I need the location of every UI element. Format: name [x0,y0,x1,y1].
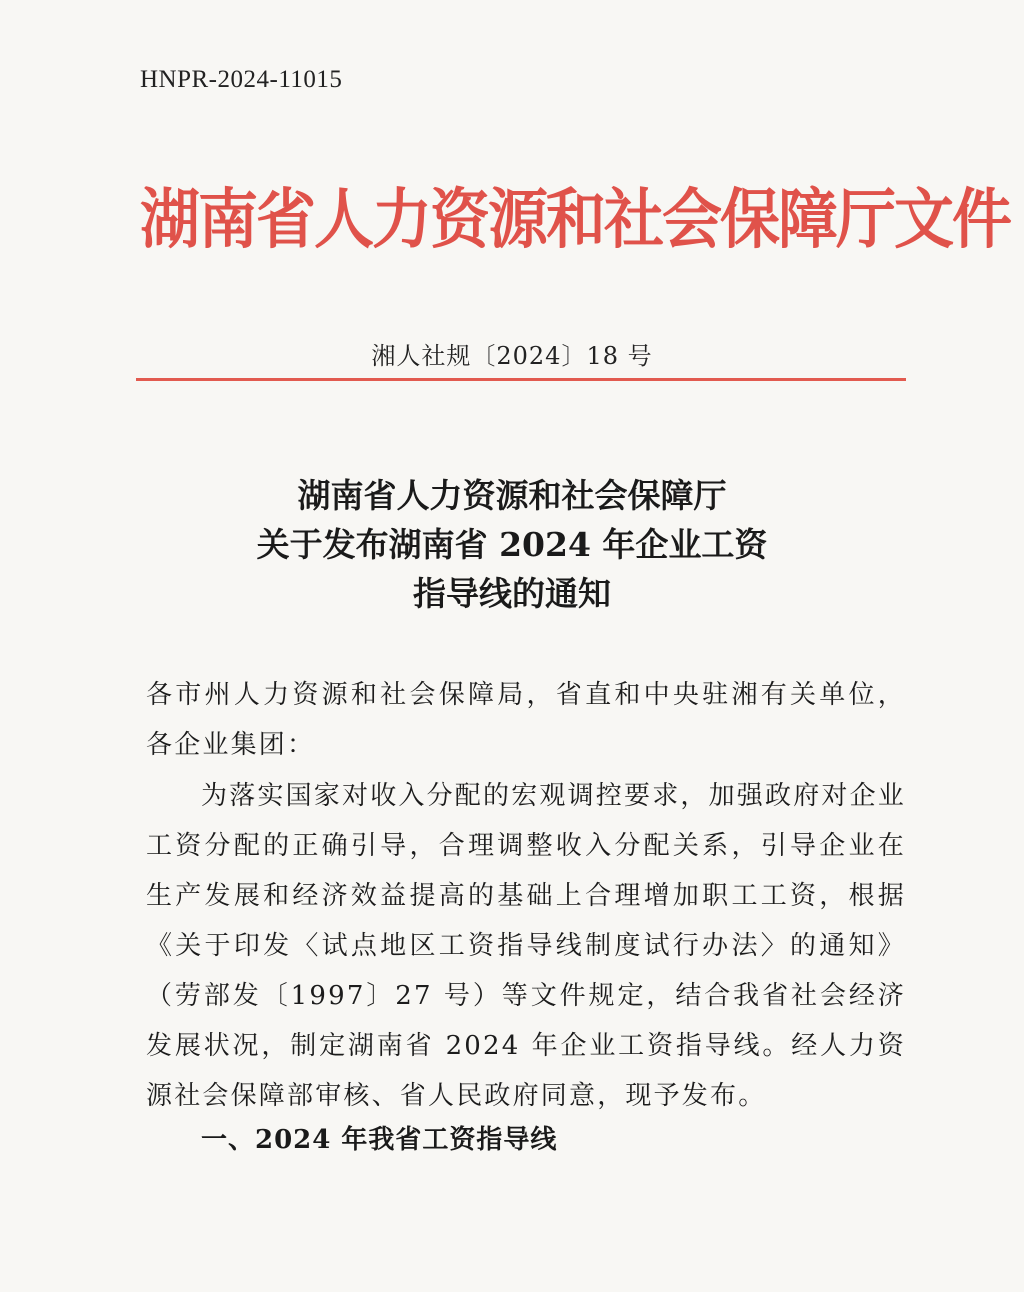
notice-title-line-1: 湖南省人力资源和社会保障厅 [297,476,727,515]
red-divider-line [136,378,906,381]
body-paragraph: 为落实国家对收入分配的宏观调控要求，加强政府对企业工资分配的正确引导，合理调整收入分配关系，引导企业在生产发展和经济效益提高的基础上合理增加职工工资，根据《关于印发〈试点地区工资指导线制度试行办法〉的通知》（劳部发〔1997〕27 号）等文件规定，结合我省社会经济发展状况，制定湖南省 2024 年企业工资指导线。经人力资源社会保障部审核、省人民政府同意，现予发布。 [146,781,907,1111]
document-id: HNPR-2024-11015 [140,66,343,93]
notice-title-line-3: 指导线的通知 [413,574,611,613]
section-heading: 一、2024 年我省工资指导线 [201,1125,558,1155]
document-number: 湘人社规〔2024〕18 号 [371,342,653,370]
red-header-title: 湖南省人力资源和社会保障厅文件 [140,182,1010,258]
notice-title-line-2: 关于发布湖南省 2024 年企业工资 [256,525,768,564]
addressee-text: 各市州人力资源和社会保障局，省直和中央驻湘有关单位，各企业集团： [146,680,906,760]
